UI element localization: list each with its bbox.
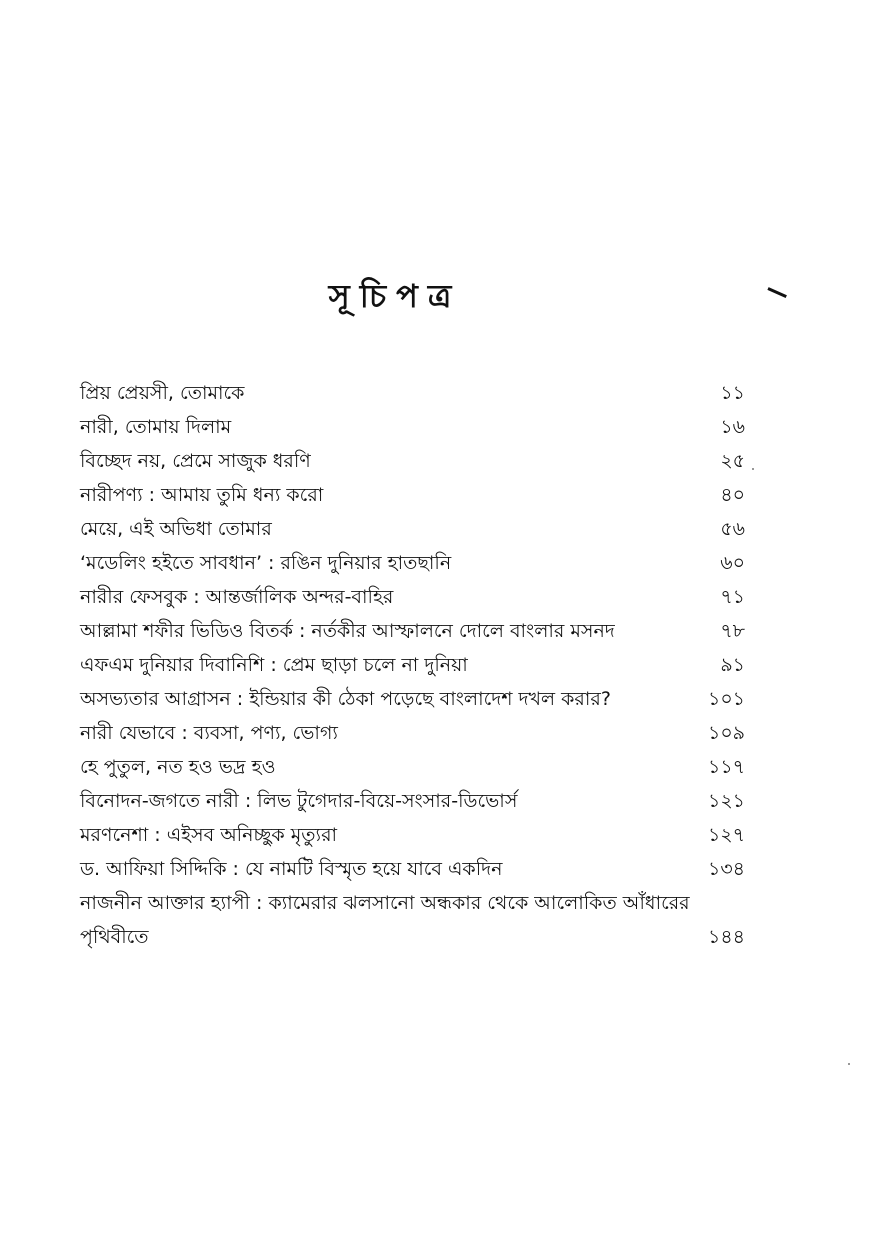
toc-entry[interactable] [80, 784, 745, 818]
toc-entry[interactable] [80, 716, 745, 750]
ink-speck [848, 1063, 850, 1065]
entry-page-number: ৯১ [720, 654, 745, 676]
toc-entry[interactable] [80, 546, 745, 580]
toc-entry[interactable] [80, 614, 745, 648]
entry-page-number: ৫৬ [720, 518, 745, 540]
toc-entry[interactable] [80, 852, 745, 886]
entry-page-number: ৭৮ [720, 620, 745, 642]
toc-entry[interactable] [80, 818, 745, 852]
toc-entry[interactable] [80, 886, 745, 954]
toc-entry[interactable] [80, 682, 745, 716]
entry-title: প্রিয় প্রেয়সী, তোমাকে [80, 382, 245, 404]
entry-page-number: ১২৭ [707, 824, 745, 846]
entry-title: অসভ্যতার আগ্রাসন : ইন্ডিয়ার কী ঠেকা পড়েছে বাংলাদেশ দখল করার? [80, 688, 611, 710]
toc-entry[interactable] [80, 444, 745, 478]
entry-page-number: ২৫ [720, 450, 745, 472]
entry-page-number: ১২১ [707, 790, 745, 812]
entry-page-number: ৬০ [720, 552, 745, 574]
entry-page-number: ৭১ [720, 586, 745, 608]
entry-title: এফএম দুনিয়ার দিবানিশি : প্রেম ছাড়া চলে না দুনিয়া [80, 654, 468, 676]
entry-page-number: ৪০ [720, 484, 745, 506]
entry-title: নারীর ফেসবুক : আন্তর্জালিক অন্দর-বাহির [80, 586, 394, 608]
entry-title: মরণনেশা : এইসব অনিচ্ছুক মৃত্যুরা [80, 824, 338, 846]
entry-title: মেয়ে, এই অভিধা তোমার [80, 518, 272, 540]
ink-speck [752, 468, 754, 470]
entry-page-number: ১০১ [707, 688, 745, 710]
entry-page-number: ১৪৪ [708, 926, 745, 948]
entry-title: নারীপণ্য : আমায় তুমি ধন্য করো [80, 484, 324, 506]
entry-page-number: ১১ [720, 382, 745, 404]
entry-page-number: ১৬ [720, 416, 745, 438]
entry-title: ‘মডেলিং হইতে সাবধান’ : রঙিন দুনিয়ার হাতছানি [80, 552, 452, 574]
page-title: সূচিপত্র [328, 277, 462, 316]
entry-title: বিনোদন-জগতে নারী : লিভ টুগেদার-বিয়ে-সংসার-ডিভোর্স [80, 790, 518, 812]
entry-title: ড. আফিয়া সিদ্দিকি : যে নামটি বিস্মৃত হয়ে যাবে একদিন [80, 858, 503, 880]
entry-title: নারী যেভাবে : ব্যবসা, পণ্য, ভোগ্য [80, 722, 338, 744]
toc-entry[interactable] [80, 376, 745, 410]
entry-title: বিচ্ছেদ নয়, প্রেমে সাজুক ধরণি [80, 450, 311, 472]
entry-page-number: ১০৯ [707, 722, 745, 744]
toc-entry[interactable] [80, 410, 745, 444]
entry-page-number: ১১৭ [707, 756, 745, 778]
entry-title: হে পুতুল, নত হও ভদ্র হও [80, 756, 276, 778]
toc-entry[interactable] [80, 580, 745, 614]
entry-title: আল্লামা শফীর ভিডিও বিতর্ক : নর্তকীর আস্ফালনে দোলে বাংলার মসনদ [80, 620, 615, 642]
toc-entry[interactable] [80, 750, 745, 784]
toc-entry[interactable] [80, 648, 745, 682]
toc-entry[interactable] [80, 512, 745, 546]
entry-page-number: ১৩৪ [707, 858, 745, 880]
toc-entry[interactable] [80, 478, 745, 512]
entry-title: নাজনীন আক্তার হ্যাপী : ক্যামেরার ঝলসানো অন্ধকার থেকে আলোকিত আঁধারের পৃথিবীতে [80, 892, 690, 948]
table-of-contents [80, 376, 745, 954]
entry-title: নারী, তোমায় দিলাম [80, 416, 232, 438]
